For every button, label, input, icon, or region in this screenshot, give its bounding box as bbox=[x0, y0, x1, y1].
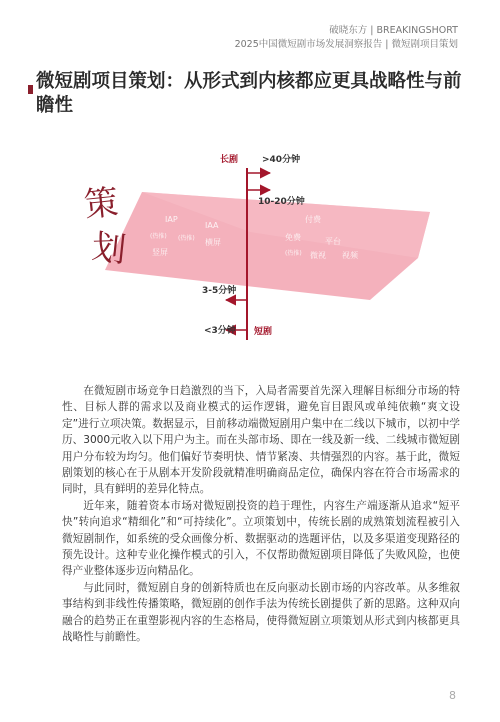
page-header bbox=[235, 24, 458, 52]
tag-hot1: (热推) bbox=[150, 233, 167, 240]
label-short-drama: 短剧 bbox=[254, 327, 273, 337]
tag-hot2: (热推) bbox=[178, 235, 195, 242]
calligraphy-ce: 策 bbox=[82, 182, 121, 226]
tag-free: 免费 bbox=[285, 233, 301, 242]
title-marker bbox=[28, 85, 33, 94]
duration-3-5: 3-5分钟 bbox=[202, 286, 237, 296]
tag-vertical: 竖屏 bbox=[152, 248, 168, 257]
paragraph-2: 近年来，随着资本市场对微短剧投资的趋于理性，内容生产端逐渐从追求“短平快”转向追求“精细化”和“可持续化”。立项策划中，传统长剧的成熟策划流程被引入微短剧制作，如系统的受众画像分析、数据驱动的选题评估，以及多渠道变现路径的预先设计。这种专业化操作模式的引入，不仅帮助微短剧项目降低了失败风险，也使得产业整体逐步迈向精品化。 bbox=[62, 499, 460, 578]
tag-iap: IAP bbox=[165, 215, 178, 224]
tag-iaa: IAA bbox=[205, 221, 219, 230]
header-report-title: 2025中国微短剧市场发展洞察报告 | 微短剧项目策划 bbox=[234, 39, 458, 50]
tag-hot3: (热推) bbox=[285, 250, 302, 257]
paragraph-3: 与此同时，微短剧自身的创新特质也在反向驱动长剧市场的内容改革。从多维叙事结构到非线性传播策略，微短剧的创作手法为传统长剧提供了新的思路。这种双向融合的趋势正在重塑影视内容的生态格局，使得微短剧立项策划从形式到内核都更具战略性与前瞻性。 bbox=[62, 581, 460, 644]
body-text bbox=[62, 383, 460, 646]
calligraphy-hua: 划 bbox=[89, 227, 128, 271]
paragraph-1: 在微短剧市场竞争日趋激烈的当下，入局者需要首先深入理解目标细分市场的特性、目标人群的需求以及商业模式的运作逻辑，避免盲目跟风或单纯依赖“爽文设定”进行立项决策。数据显示，目前移动端微短剧用户集中在二线以下城市，以初中学历、3000元收入以下用户为主。而在头部市场、即在一线及新一线、二线城市微短剧用户分布较为均匀。他们偏好节奏明快、情节紧凑、共情强烈的内容。基于此，微短剧策划的核心在于从剧本开发阶段就精准明确商品定位，确保内容在符合市场需求的同时，具有鲜明的差异化特点。 bbox=[62, 385, 460, 496]
tag-horizontal: 横屏 bbox=[205, 238, 221, 247]
duration-lt3: <3分钟 bbox=[204, 326, 236, 336]
tag-paid: 付费 bbox=[305, 215, 321, 224]
header-brand: 破晓东方 | BREAKINGSHORT bbox=[329, 25, 458, 36]
section-title-text: 微短剧项目策划：从形式到内核都应更具战略性与前瞻性 bbox=[36, 71, 462, 116]
duration-gt40: >40分钟 bbox=[262, 155, 301, 165]
label-long-drama: 长剧 bbox=[220, 155, 239, 165]
page-number: 8 bbox=[449, 689, 456, 702]
strategy-diagram bbox=[0, 140, 500, 380]
duration-10-20: 10-20分钟 bbox=[258, 197, 305, 207]
tag-platform: 平台 bbox=[325, 237, 341, 246]
tag-weishi: 微视 bbox=[310, 251, 326, 260]
tag-video: 视频 bbox=[342, 251, 358, 260]
section-title bbox=[36, 70, 476, 118]
